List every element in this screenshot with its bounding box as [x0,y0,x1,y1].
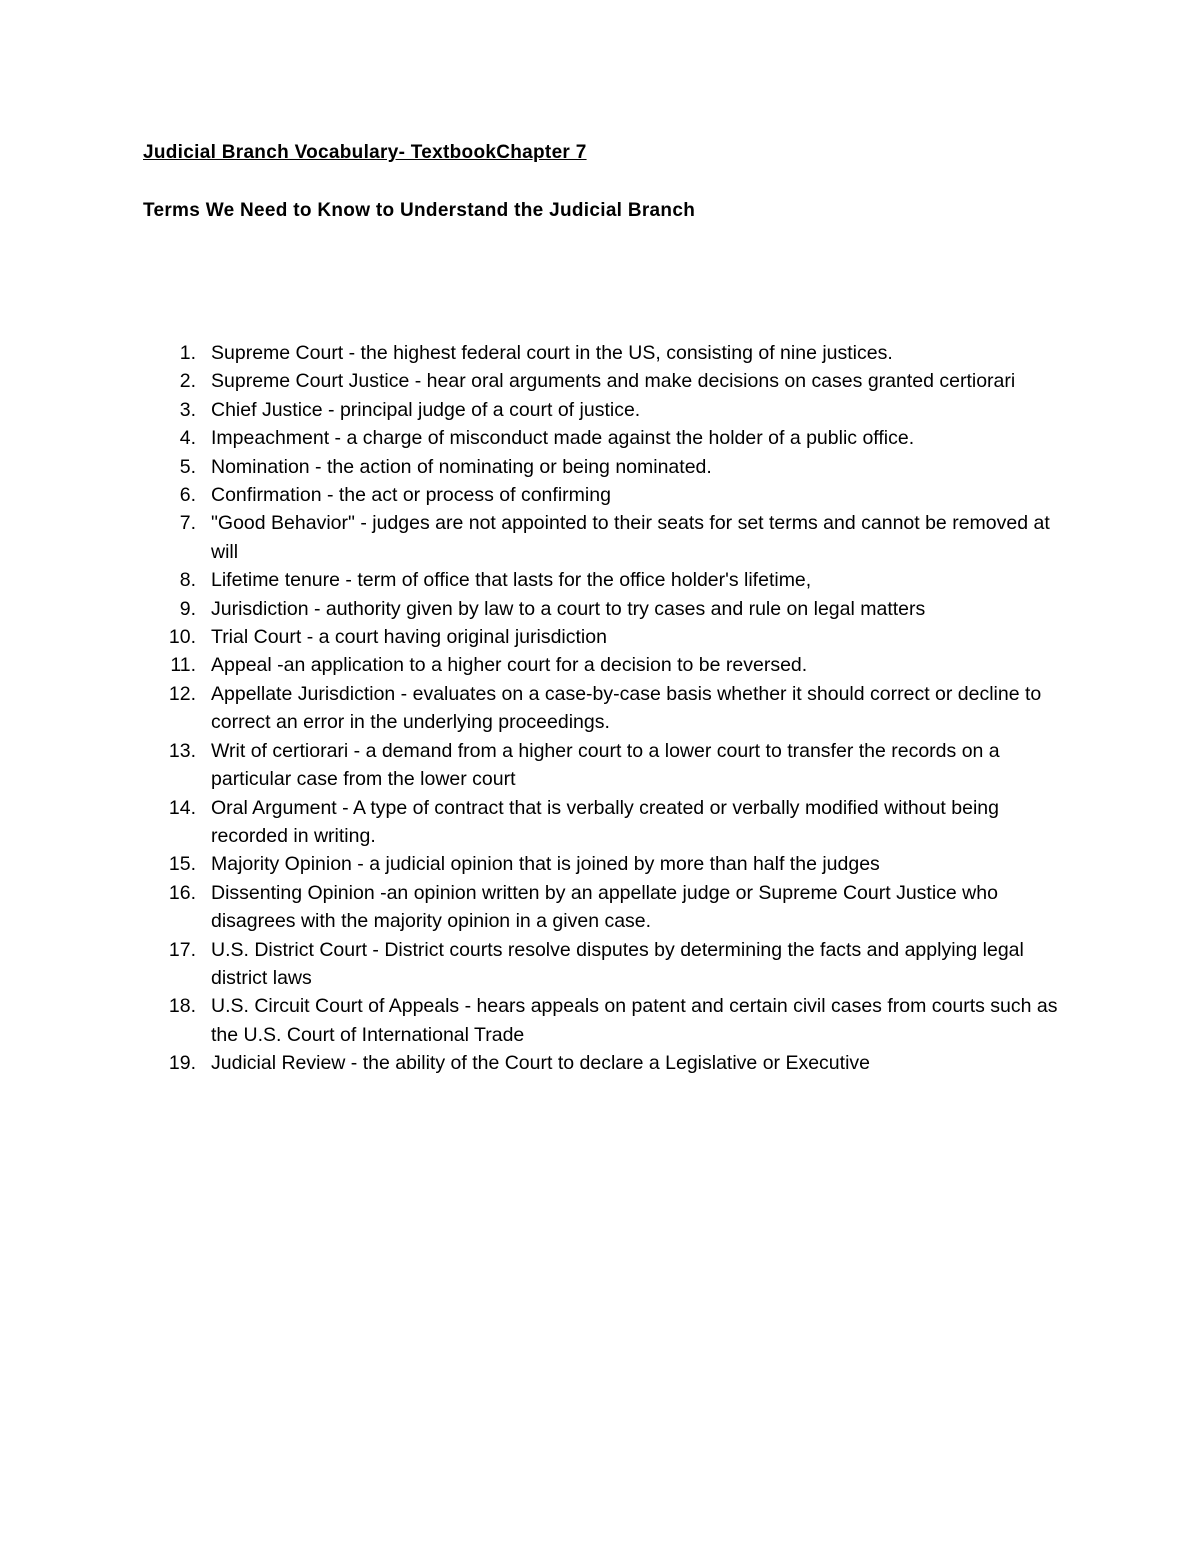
list-item [143,992,1073,1049]
list-item-number: 9. [179,597,196,620]
list-item-text: Confirmation - the act or process of confirming [211,484,611,507]
list-item [143,794,1073,851]
list-item-text: Oral Argument - A type of contract that is verbally created or verbally modified without being recorded in writing. [211,796,999,847]
list-item-number: 19. [168,1052,196,1075]
list-item-text: Appeal -an application to a higher court for a decision to be reversed. [211,654,808,677]
list-item [143,481,1073,509]
list-item [143,651,1073,679]
list-item [143,509,1073,566]
list-item-text: Judicial Review - the ability of the Court to declare a Legislative or Executive [211,1052,870,1075]
list-item [143,566,1073,594]
list-item-text: Writ of certiorari - a demand from a higher court to a lower court to transfer the records on a particular case from the lower court [211,739,1000,791]
list-item-number: 6. [179,484,196,507]
list-item [143,453,1073,481]
list-item [143,737,1073,794]
list-item-number: 4. [179,427,196,450]
list-item-number: 12. [168,682,196,705]
list-item-text: Chief Justice - principal judge of a court of justice. [211,398,641,421]
list-item-number: 15. [168,853,196,876]
list-item-text: Impeachment - a charge of misconduct made against the holder of a public office. [211,427,915,450]
list-item-number: 10. [168,626,196,649]
list-item [143,936,1073,993]
list-item [143,850,1073,878]
list-item-text: Nomination - the action of nominating or being nominated. [211,455,712,478]
list-item-number: 5. [179,455,196,478]
list-item [143,396,1073,424]
document-title: Judicial Branch Vocabulary- TextbookChapter 7 [143,142,587,163]
list-item-number: 1. [179,342,196,364]
list-item [143,680,1073,737]
list-item-number: 14. [168,796,196,819]
list-item-number: 2. [179,370,196,393]
list-item-number: 8. [179,569,196,592]
list-item-text: "Good Behavior" - judges are not appointed to their seats for set terms and cannot be removed at will [211,512,1050,563]
list-item-text: Majority Opinion - a judicial opinion that is joined by more than half the judges [211,853,880,876]
list-item-number: 11. [170,654,196,677]
list-item-text: U.S. District Court - District courts resolve disputes by determining the facts and applying legal district laws [211,938,1024,989]
list-item-number: 18. [168,995,196,1018]
vocabulary-list [143,339,1073,1078]
list-item-text: U.S. Circuit Court of Appeals - hears appeals on patent and certain civil cases from courts such as the U.S. Court of International Trade [211,995,1058,1046]
list-item [143,595,1073,623]
list-item [143,879,1073,936]
list-item-text: Jurisdiction - authority given by law to a court to try cases and rule on legal matters [211,597,926,620]
list-item [143,623,1073,651]
list-item-text: Dissenting Opinion -an opinion written by an appellate judge or Supreme Court Justice who disagrees with the majority opinion in a given case. [211,881,998,933]
list-item [143,1049,1073,1077]
list-item [143,339,1073,367]
list-item-text: Trial Court - a court having original jurisdiction [211,626,607,649]
document-subtitle: Terms We Need to Know to Understand the Judicial Branch [143,200,696,221]
list-item-number: 17. [168,938,196,961]
list-item-number: 7. [179,512,196,535]
list-item-text: Appellate Jurisdiction - evaluates on a case-by-case basis whether it should correct or decline to correct an error in the underlying proceedings. [211,682,1042,734]
list-item-text: Lifetime tenure - term of office that lasts for the office holder's lifetime, [211,569,812,592]
list-item [143,367,1073,395]
list-item-number: 16. [168,881,196,904]
list-item-text: Supreme Court Justice - hear oral arguments and make decisions on cases granted certiorari [211,370,1016,393]
list-item-number: 13. [168,739,196,762]
list-item-number: 3. [179,398,196,421]
list-item [143,424,1073,452]
list-item-text: Supreme Court - the highest federal court in the US, consisting of nine justices. [211,342,893,364]
